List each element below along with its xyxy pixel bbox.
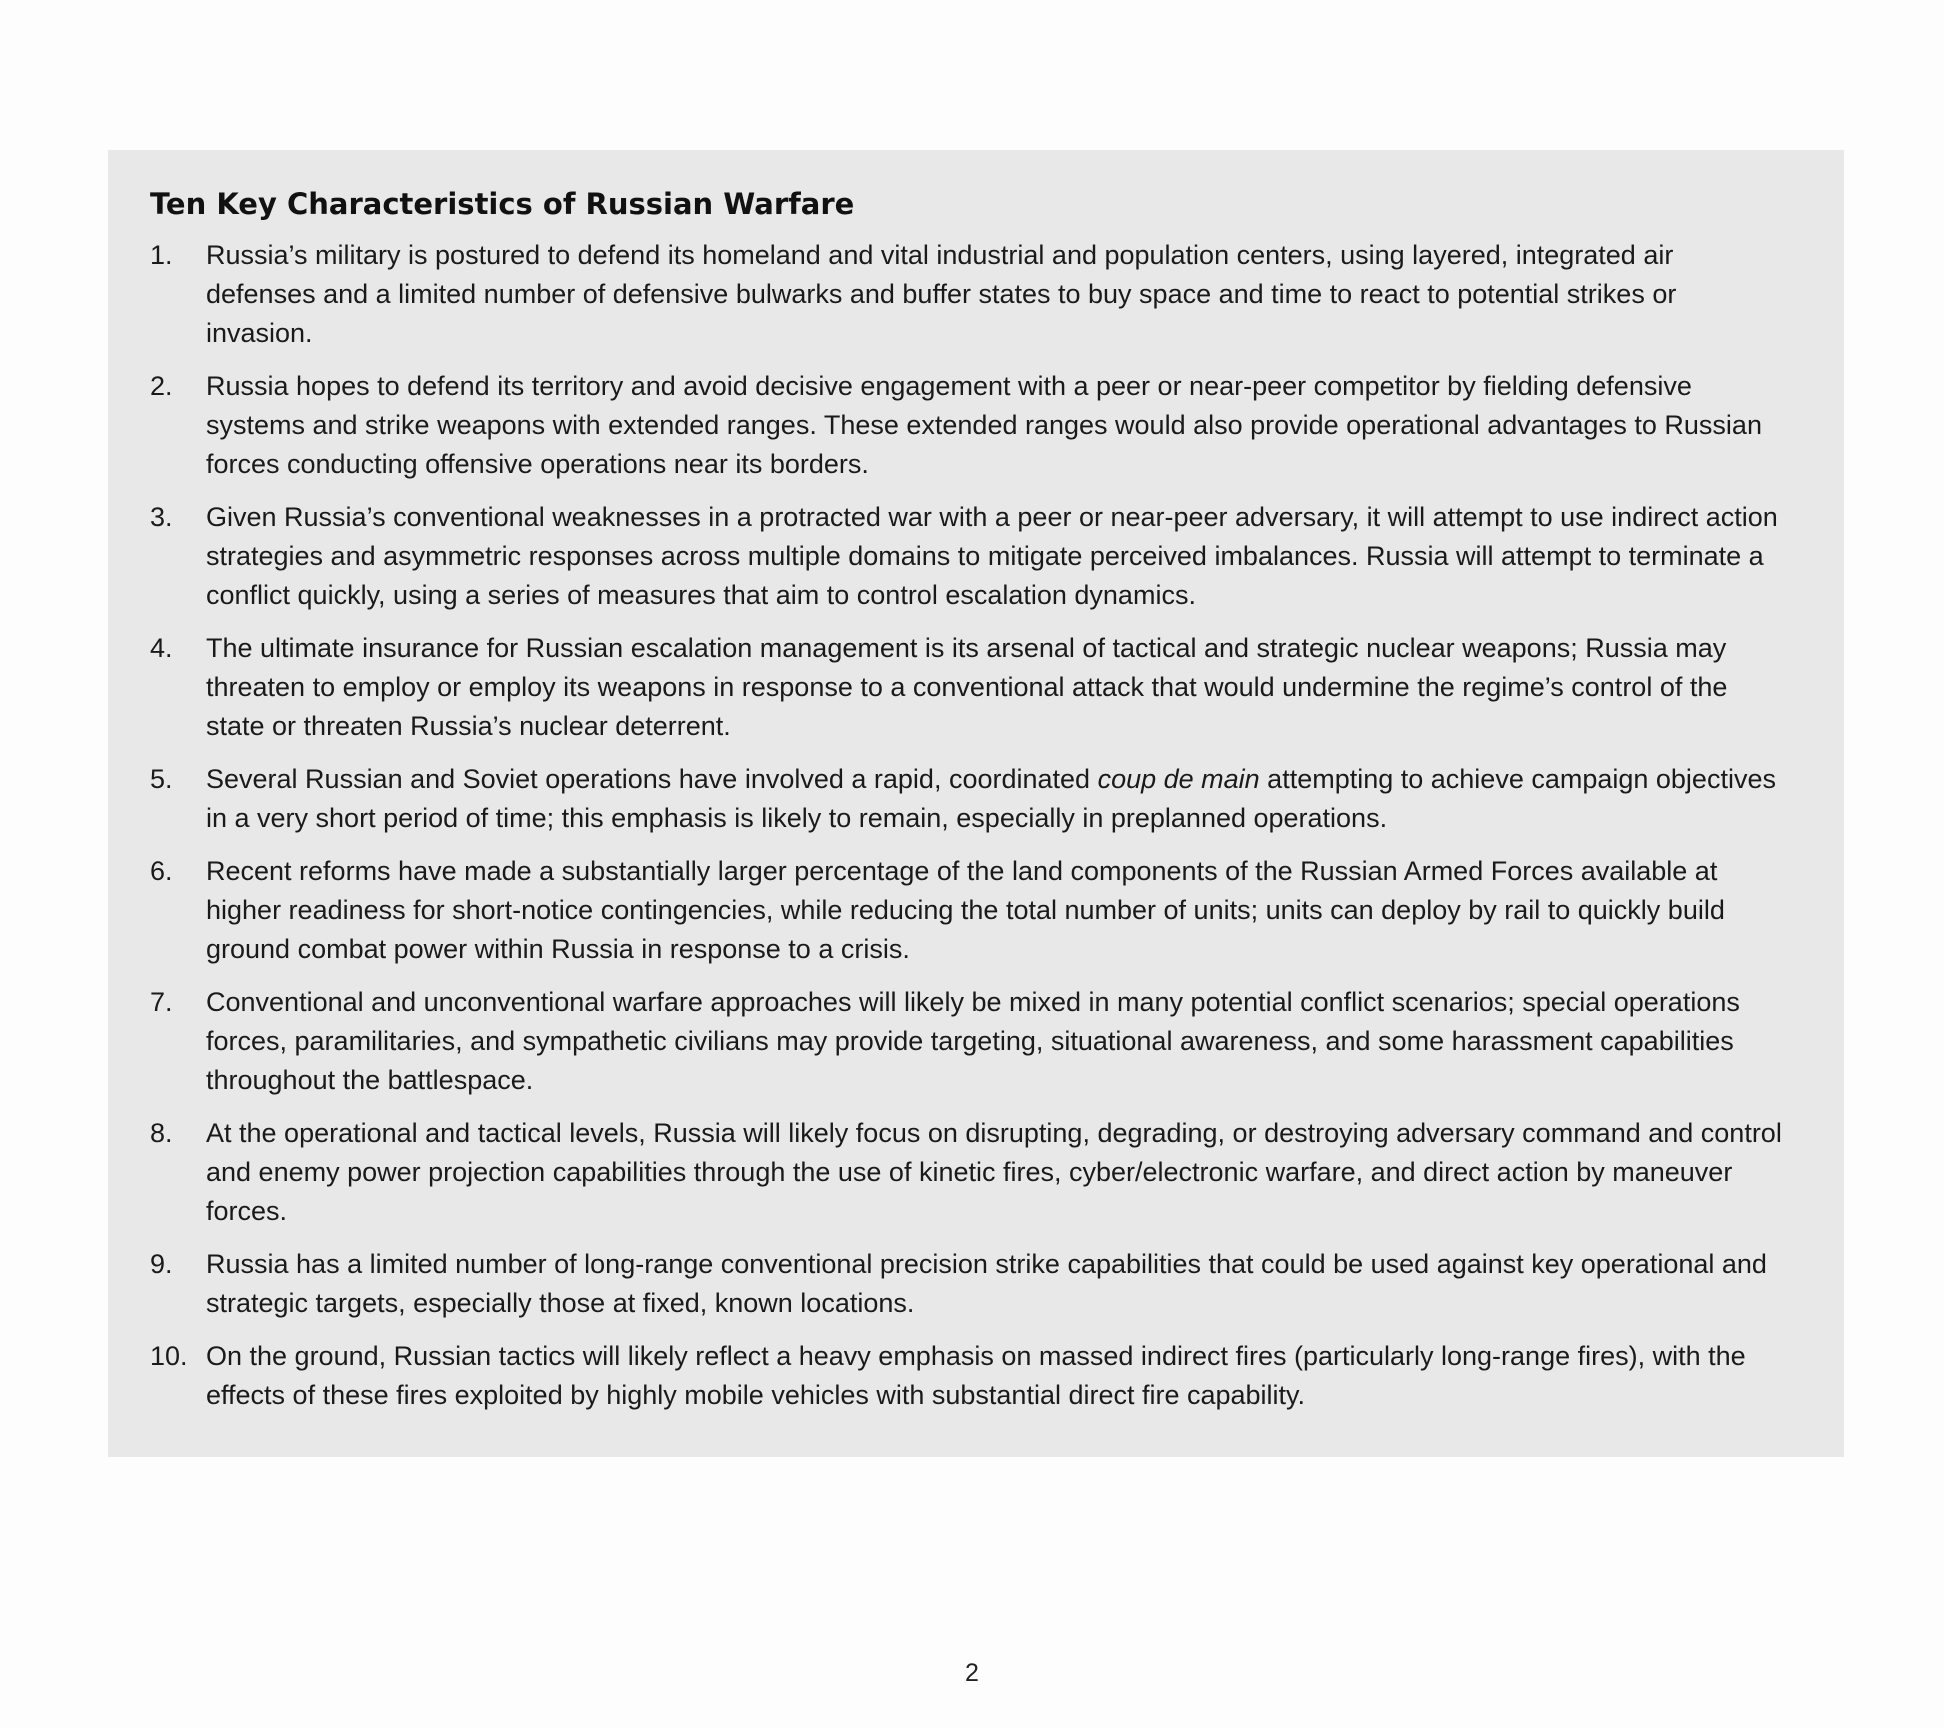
item-number: 10. [150,1341,188,1371]
item-text: Russia hopes to defend its territory and avoid decisive engagement with a peer or near-peer competitor by fielding defensive systems and strike weapons with extended ranges. These extended ranges would also provide operational advantages to Russian forces conducting offensive operations near its borders. [206,371,1762,479]
item-text: Conventional and unconventional warfare approaches will likely be mixed in many potential conflict scenarios; special operations forces, paramilitaries, and sympathetic civilians may provide targeting, situational awareness, and some harassment capabilities throughout the battlespace. [206,987,1740,1095]
item-text: Russia has a limited number of long-range conventional precision strike capabilities that could be used against key operational and strategic targets, especially those at fixed, known locations. [206,1249,1767,1318]
item-text: Russia’s military is postured to defend its homeland and vital industrial and population centers, using layered, integrated air defenses and a limited number of defensive bulwarks and buffer states to buy space and time to react to potential strikes or invasion. [206,240,1677,348]
item-text: At the operational and tactical levels, Russia will likely focus on disrupting, degrading, or destroying adversary command and control and enemy power projection capabilities through the use of kinetic fires, cyber/electronic warfare, and direct action by maneuver forces. [206,1118,1782,1226]
list-item [150,236,1784,353]
list-item [150,367,1784,484]
list-item [150,852,1784,969]
item-text-part: Several Russian and Soviet operations have involved a rapid, coordinated [206,764,1098,794]
item-text [206,760,1784,838]
item-text: On the ground, Russian tactics will likely reflect a heavy emphasis on massed indirect fires (particularly long-range fires), with the effects of these fires exploited by highly mobile vehicles with substantial direct fire capability. [206,1341,1746,1410]
item-text: Given Russia’s conventional weaknesses in a protracted war with a peer or near-peer adversary, it will attempt to use indirect action strategies and asymmetric responses across multiple domains to mitigate perceived imbalances. Russia will attempt to terminate a conflict quickly, using a series of measures that aim to control escalation dynamics. [206,502,1778,610]
sidebar-box [108,150,1844,1457]
item-number: 5. [150,764,173,794]
item-text-part: attempting to achieve campaign objectives in a very short period of time; this emphasis is likely to remain, especially in preplanned operations. [206,764,1776,833]
item-number: 8. [150,1118,173,1148]
list-item [150,1337,1784,1415]
list-item [150,983,1784,1100]
item-number: 2. [150,371,173,401]
list-item [150,498,1784,615]
item-number: 4. [150,633,173,663]
list-item [150,760,1784,838]
item-text: Recent reforms have made a substantially larger percentage of the land components of the Russian Armed Forces available at higher readiness for short-notice contingencies, while reducing the total number of units; units can deploy by rail to quickly build ground combat power within Russia in response to a crisis. [206,856,1725,964]
item-text-italic: coup de main [1097,764,1260,794]
item-number: 3. [150,502,173,532]
sidebar-title: Ten Key Characteristics of Russian Warfare [150,187,855,221]
item-text: The ultimate insurance for Russian escalation management is its arsenal of tactical and strategic nuclear weapons; Russia may threaten to employ or employ its weapons in response to a conventional attack that would undermine the regime’s control of the state or threaten Russia’s nuclear deterrent. [206,633,1728,741]
page-number: 2 [965,1659,979,1687]
item-number: 6. [150,856,173,886]
characteristics-list [150,236,1784,1415]
item-number: 1. [150,240,173,270]
item-number: 7. [150,987,173,1017]
item-number: 9. [150,1249,173,1279]
list-item [150,629,1784,746]
list-item [150,1245,1784,1323]
list-item [150,1114,1784,1231]
